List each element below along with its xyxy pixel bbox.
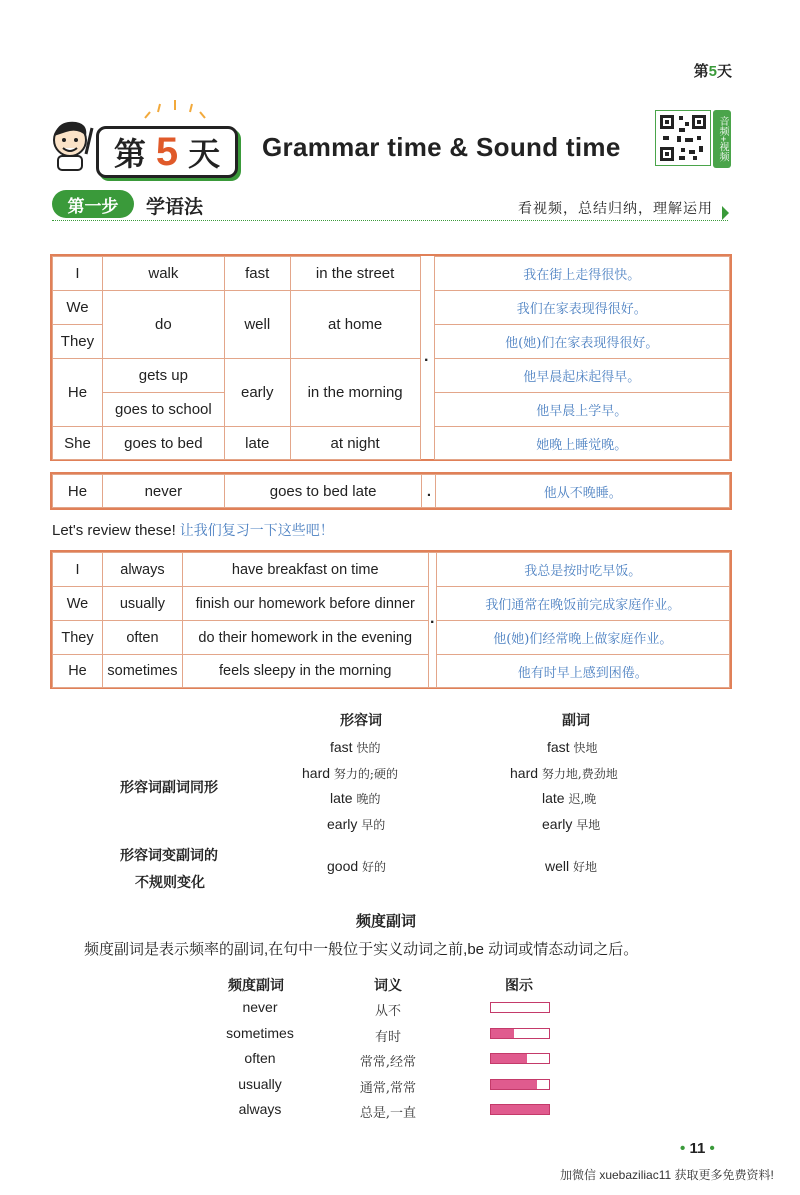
- step-title: 学语法: [146, 197, 204, 218]
- arrow-icon: [722, 206, 729, 220]
- table-cell: goes to bed late: [224, 475, 422, 508]
- grammar-table-1: [50, 254, 732, 461]
- table-cell: often: [102, 621, 182, 655]
- translation-cell: 他早晨起床起得早。: [434, 359, 729, 393]
- grammar-table-3: [50, 550, 732, 689]
- table-row: [53, 291, 730, 325]
- table-cell: in the street: [290, 257, 420, 291]
- table-row: [53, 655, 730, 688]
- table-row: [53, 257, 730, 291]
- table-cell: goes to bed: [102, 427, 224, 460]
- table-cell: He: [53, 475, 103, 508]
- table-row: [53, 359, 730, 393]
- freq-meaning: 常常,经常: [359, 1055, 417, 1070]
- translation-cell: 他(她)们在家表现得很好。: [434, 325, 729, 359]
- frequency-bar: [490, 1028, 550, 1039]
- table-cell: never: [102, 475, 224, 508]
- table-cell: finish our homework before dinner: [182, 587, 428, 621]
- sunburst-icon: [140, 98, 210, 122]
- table-cell: early: [224, 359, 290, 427]
- table-cell: walk: [102, 257, 224, 291]
- table-cell: usually: [102, 587, 182, 621]
- col-adverb-header: 副词: [562, 712, 590, 728]
- frequency-bar-fill: [491, 1105, 549, 1114]
- period-mark: .: [424, 348, 429, 365]
- translation-cell: 他有时早上感到困倦。: [436, 655, 729, 688]
- table-cell: at night: [290, 427, 420, 460]
- freq-description: 频度副词是表示频率的副词,在句中一般位于实义动词之前,be 动词或情态动词之后。: [84, 941, 639, 958]
- adjective-item: hard 努力的;硬的: [302, 765, 398, 781]
- table-cell: at home: [290, 291, 420, 359]
- table-cell: late: [224, 427, 290, 460]
- adjective-item: late 晚的: [330, 790, 381, 806]
- day-title-box: 第 5 天: [96, 126, 238, 178]
- freq-meaning: 通常,常常: [359, 1080, 417, 1096]
- page-title: Grammar time & Sound time: [262, 132, 621, 162]
- freq-word: sometimes: [226, 1024, 294, 1041]
- table-row: [53, 427, 730, 460]
- table-cell: She: [53, 427, 103, 460]
- table-cell: We: [53, 291, 103, 325]
- table-cell: I: [53, 257, 103, 291]
- adverb-item: hard 努力地,费劲地: [510, 765, 618, 781]
- freq-word: never: [242, 999, 278, 1015]
- frequency-bar: [490, 1002, 550, 1013]
- col-adjective-header: 形容词: [340, 712, 382, 728]
- table-cell: always: [102, 553, 182, 587]
- table-cell: gets up: [102, 359, 224, 393]
- table-cell: I: [53, 553, 103, 587]
- step-pill: 第一步: [52, 190, 134, 218]
- table-row: [53, 587, 730, 621]
- translation-cell: 他(她)们经常晚上做家庭作业。: [436, 621, 729, 655]
- step-hint: 看视频，总结归纳，理解运用: [518, 200, 713, 216]
- adverb-item: well 好地: [545, 858, 598, 874]
- freq-word: often: [244, 1050, 276, 1066]
- adverb-item: fast 快地: [547, 739, 598, 755]
- adverb-item: early 早地: [542, 816, 601, 832]
- qr-code-icon[interactable]: [655, 110, 711, 166]
- table-cell: do: [102, 291, 224, 359]
- table-cell: do their homework in the evening: [182, 621, 428, 655]
- table-cell: well: [224, 291, 290, 359]
- translation-cell: 他早晨上学早。: [434, 393, 729, 427]
- freq-word: usually: [238, 1075, 282, 1092]
- table-cell: We: [53, 587, 103, 621]
- translation-cell: 我总是按时吃早饭。: [436, 553, 729, 587]
- review-heading: Let's review these! 让我们复习一下这些吧！: [52, 522, 334, 539]
- group-irregular-line1: 形容词变副词的: [120, 847, 218, 863]
- footer-note: 加微信 xuebaziliac11 获取更多免费资料!: [560, 1168, 774, 1182]
- freq-word: always: [238, 1101, 282, 1117]
- frequency-bar: [490, 1053, 550, 1064]
- adjective-item: fast 快的: [330, 739, 381, 755]
- table-cell: They: [53, 325, 103, 359]
- freq-col-diagram: 图示: [505, 977, 533, 993]
- translation-cell: 我在街上走得很快。: [434, 257, 729, 291]
- divider: [52, 220, 728, 221]
- frequency-bar-fill: [491, 1029, 514, 1038]
- translation-cell: 她晚上睡觉晚。: [434, 427, 729, 460]
- page-number: • 11 •: [680, 1140, 715, 1157]
- table-cell: goes to school: [102, 393, 224, 427]
- table-row: [53, 475, 730, 508]
- freq-meaning: 有时: [374, 1029, 401, 1045]
- adjective-item: early 早的: [327, 816, 386, 832]
- table-cell: They: [53, 621, 103, 655]
- group-same-form: 形容词副词同形: [120, 779, 218, 795]
- translation-cell: 他从不晚睡。: [436, 475, 730, 508]
- freq-col-word: 频度副词: [228, 977, 284, 993]
- table-row: [53, 621, 730, 655]
- period-mark: .: [430, 610, 435, 627]
- freq-meaning: 总是,一直: [359, 1106, 417, 1121]
- table-cell: have breakfast on time: [182, 553, 428, 587]
- frequency-bar-fill: [491, 1054, 527, 1063]
- table-cell: sometimes: [102, 655, 182, 688]
- table-cell: in the morning: [290, 359, 420, 427]
- adjective-item: good 好的: [327, 858, 387, 874]
- table-cell: fast: [224, 257, 290, 291]
- freq-meaning: 从不: [374, 1004, 401, 1019]
- table-cell: He: [53, 359, 103, 427]
- table-row: [53, 553, 730, 587]
- day-tag: 第5天: [693, 63, 732, 80]
- boy-mascot-icon: [48, 118, 96, 172]
- freq-col-meaning: 词义: [374, 977, 402, 993]
- group-irregular-line2: 不规则变化: [135, 874, 205, 890]
- table-cell: He: [53, 655, 103, 688]
- period-mark: .: [422, 475, 436, 508]
- translation-cell: 我们通常在晚饭前完成家庭作业。: [436, 587, 729, 621]
- table-cell: feels sleepy in the morning: [182, 655, 428, 688]
- freq-title: 频度副词: [356, 913, 417, 930]
- grammar-table-2: [50, 472, 732, 510]
- adverb-item: late 迟,晚: [542, 790, 597, 806]
- frequency-bar: [490, 1079, 550, 1090]
- qr-label: 音频+视频: [713, 110, 731, 168]
- frequency-bar: [490, 1104, 550, 1115]
- frequency-bar-fill: [491, 1080, 537, 1089]
- translation-cell: 我们在家表现得很好。: [434, 291, 729, 325]
